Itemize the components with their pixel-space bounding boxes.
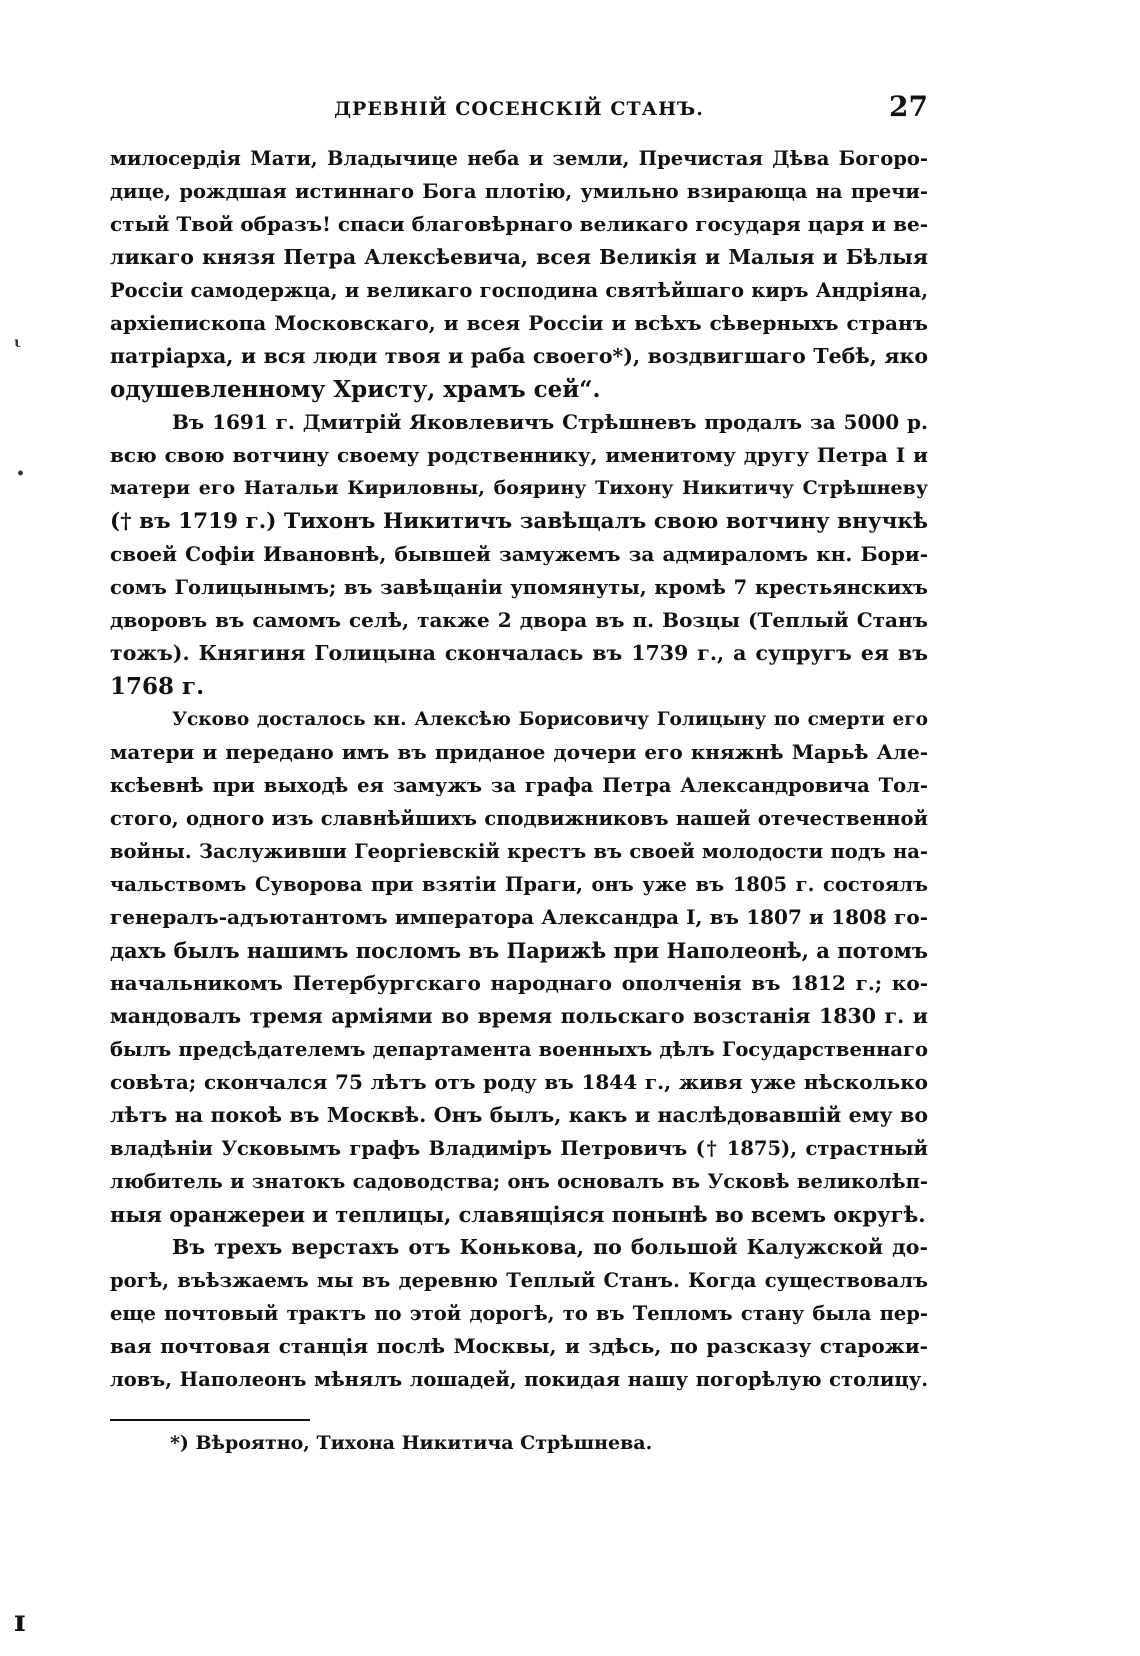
text-line: ксѣевнѣ при выходѣ ея замужъ за графа Петра Александровича Тол- [110,774,928,797]
body-text [110,142,928,1396]
text-line: († въ 1719 г.) Тихонъ Никитичъ завѣщалъ свою вотчину внучкѣ [110,509,928,534]
margin-speck: ι [14,335,21,351]
text-line: былъ предсѣдателемъ департамента военныхъ дѣлъ Государственнаго [110,1038,928,1061]
text-line: стый Твой образъ! спаси благовѣрнаго великаго государя царя и ве- [110,212,928,236]
text-line: чальствомъ Суворова при взятіи Праги, онъ уже въ 1805 г. состоялъ [110,873,928,896]
text-line: начальникомъ Петербургскаго народнаго ополченія въ 1812 г.; ко- [110,971,928,995]
text-line: генералъ-адъютантомъ императора Александра I, въ 1807 и 1808 го- [110,905,928,929]
text-line: рогѣ, въѣзжаемъ мы въ деревню Теплый Станъ. Когда существовалъ [110,1269,928,1292]
text-line: ныя оранжереи и теплицы, славящіяся понынѣ во всемъ округѣ. [110,1202,926,1227]
text-line: владѣніи Усковымъ графъ Владиміръ Петровичъ († 1875), страстный [110,1137,928,1160]
text-line: дице, рождшая истиннаго Бога плотію, умильно взирающа на пречи- [110,180,928,203]
text-line: своей Софіи Ивановнѣ, бывшей замужемъ за адмираломъ кн. Бори- [110,542,928,566]
text-line: архіепископа Московскаго, и всея Россіи и всѣхъ сѣверныхъ странъ [110,311,928,335]
running-head [110,90,928,130]
running-title: ДРЕВНІЙ СОСЕНСКІЙ СТАНЪ. [334,98,704,120]
text-line: 1768 г. [110,673,205,700]
text-line: дахъ былъ нашимъ посломъ въ Парижѣ при Наполеонѣ, а потомъ [110,938,928,963]
text-line: стого, одного изъ славнѣйшихъ сподвижниковъ нашей отечественной [110,807,928,830]
text-line: ловъ, Наполеонъ мѣнялъ лошадей, покидая нашу погорѣлую столицу. [110,1368,928,1391]
footnote: *) Вѣроятно, Тихона Никитича Стрѣшнева. [170,1432,653,1454]
text-line: дворовъ въ самомъ селѣ, также 2 двора въ п. Возцы (Теплый Станъ [110,608,928,632]
text-line: ликаго князя Петра Алексѣевича, всея Великія и Малыя и Бѣлыя [110,245,928,269]
paragraph-first-line: Усково досталось кн. Алексѣю Борисовичу Голицыну по смерти его [172,709,928,730]
text-line: войны. Заслуживши Георгіевскій крестъ въ своей молодости подъ на- [110,840,928,863]
corner-mark: ɪ [14,1604,26,1639]
text-line: одушевленному Христу, храмъ сей“. [110,376,601,403]
text-line: еще почтовый трактъ по этой дорогѣ, то въ Тепломъ стану была пер- [110,1302,928,1325]
margin-speck: • [16,466,25,482]
page-number: 27 [889,90,928,123]
footnote-rule [110,1419,310,1421]
text-line: Россіи самодержца, и великаго господина святѣйшаго киръ Андріяна, [110,279,928,302]
text-line: лѣтъ на покоѣ въ Москвѣ. Онъ былъ, какъ и наслѣдовавшій ему во [110,1103,928,1127]
text-line: мандовалъ тремя арміями во время польскаго возстанія 1830 г. и [110,1004,928,1028]
text-line: патріарха, и вся люди твоя и раба своего*), воздвигшаго Тебѣ, яко [110,344,928,368]
text-line: сомъ Голицынымъ; въ завѣщаніи упомянуты, кромѣ 7 крестьянскихъ [110,576,928,599]
text-line: всю свою вотчину своему родственнику, именитому другу Петра I и [110,443,928,467]
text-line: матери и передано имъ въ приданое дочери его княжнѣ Марьѣ Але- [110,740,928,764]
text-line: совѣта; скончался 75 лѣтъ отъ роду въ 1844 г., живя уже нѣсколько [110,1070,928,1094]
text-line: милосердія Мати, Владычице неба и земли, Пречистая Дѣва Богоро- [110,147,928,170]
text-line: вая почтовая станція послѣ Москвы, и здѣсь, по разсказу старожи- [110,1334,928,1358]
paragraph-first-line: Въ 1691 г. Дмитрій Яковлевичъ Стрѣшневъ продалъ за 5000 р. [172,410,928,434]
text-line: тожъ). Княгиня Голицына скончалась въ 1739 г., а супругъ ея въ [110,641,928,665]
text-line: любитель и знатокъ садоводства; онъ основалъ въ Усковѣ великолѣп- [110,1170,928,1193]
text-line: матери его Натальи Кириловны, боярину Тихону Никитичу Стрѣшневу [110,477,928,499]
paragraph-first-line: Въ трехъ верстахъ отъ Конькова, по большой Калужской до- [172,1235,928,1259]
